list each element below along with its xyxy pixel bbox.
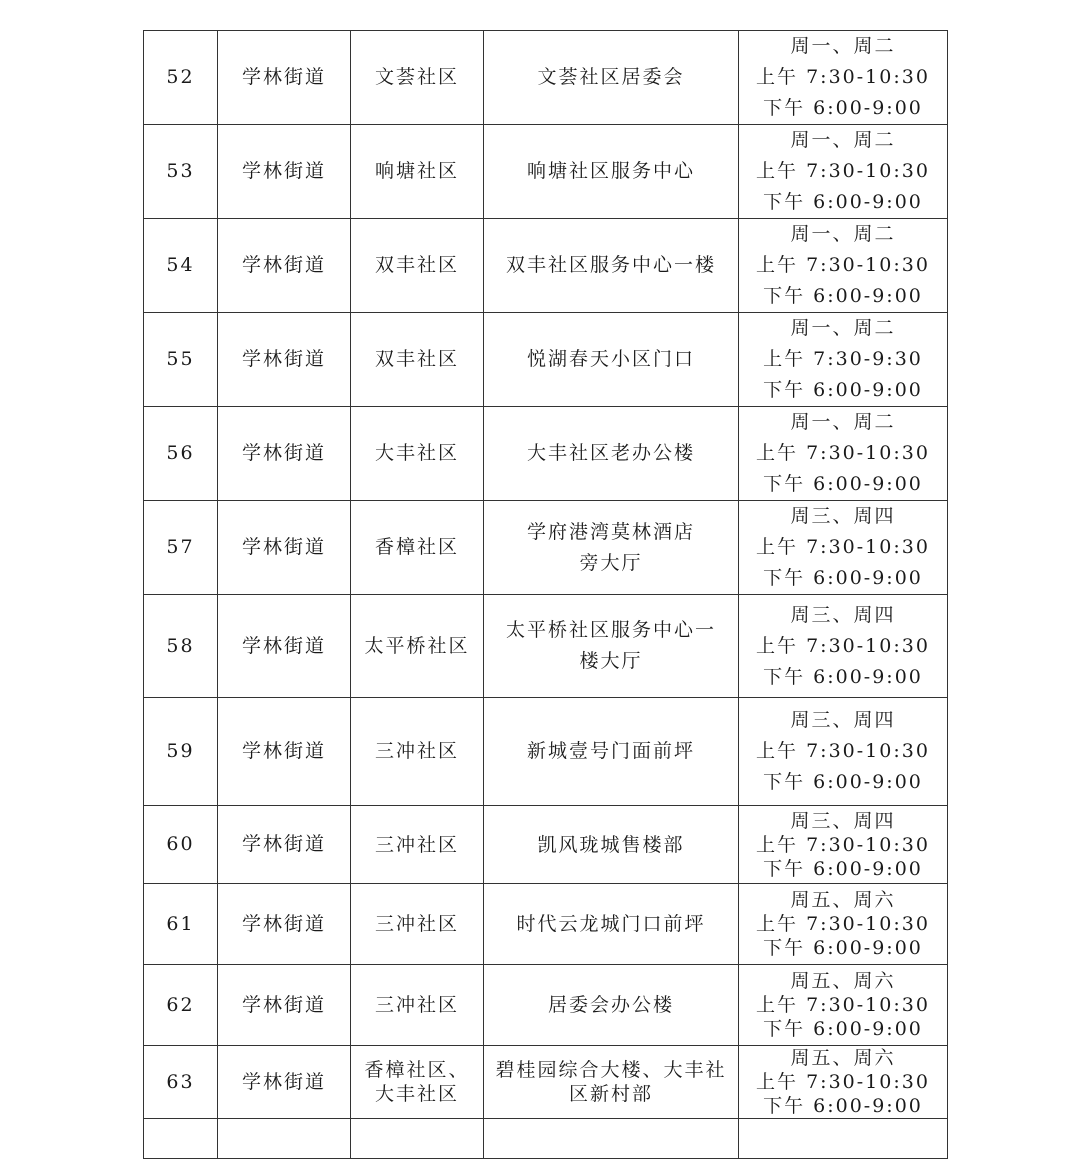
location-cell — [484, 1046, 739, 1119]
street-cell: 学林街道 — [218, 884, 351, 965]
location-cell-line: 碧桂园综合大楼、大丰社 — [495, 1059, 727, 1081]
street-cell: 学林街道 — [218, 313, 351, 407]
location-cell-line: 学府港湾莫林酒店 — [526, 520, 695, 543]
community-cell-line: 香樟社区、 — [364, 1059, 470, 1081]
table-row — [144, 125, 948, 219]
community-cell — [351, 1046, 484, 1119]
community-cell — [351, 965, 484, 1046]
time-cell-line: 下午 6:00-9:00 — [763, 937, 923, 959]
time-cell-line: 上午 7:30-10:30 — [756, 160, 930, 182]
community-cell — [351, 595, 484, 698]
community-cell-line: 大丰社区 — [374, 1083, 459, 1105]
location-cell — [484, 884, 739, 965]
community-cell-line: 三冲社区 — [374, 833, 459, 856]
location-cell — [484, 965, 739, 1046]
time-cell-line: 上午 7:30-10:30 — [756, 994, 930, 1016]
row-number: 53 — [144, 125, 218, 219]
time-cell-line: 下午 6:00-9:00 — [763, 567, 923, 589]
table-row — [144, 407, 948, 501]
time-cell-line: 上午 7:30-10:30 — [756, 634, 930, 657]
community-cell — [351, 125, 484, 219]
location-cell-line: 时代云龙城门口前坪 — [516, 913, 706, 935]
street-cell: 学林街道 — [218, 407, 351, 501]
community-cell — [351, 806, 484, 884]
location-cell — [484, 407, 739, 501]
empty-cell — [484, 1119, 739, 1159]
table-row — [144, 806, 948, 884]
row-number: 61 — [144, 884, 218, 965]
time-cell — [739, 313, 948, 407]
time-cell — [739, 1046, 948, 1119]
row-number: 58 — [144, 595, 218, 698]
time-cell-line: 下午 6:00-9:00 — [763, 473, 923, 495]
location-cell-line: 楼大厅 — [579, 650, 643, 672]
time-cell-line: 周一、周二 — [790, 411, 896, 433]
community-cell-line: 响塘社区 — [374, 160, 459, 182]
time-cell-line: 周五、周六 — [790, 889, 896, 911]
time-cell — [739, 698, 948, 806]
time-cell — [739, 407, 948, 501]
street-cell: 学林街道 — [218, 698, 351, 806]
time-cell-line: 周三、周四 — [790, 809, 896, 832]
community-cell-line: 双丰社区 — [374, 254, 459, 276]
time-cell-line: 下午 6:00-9:00 — [763, 1095, 923, 1117]
table-row-partial — [144, 1119, 948, 1159]
community-cell-line: 文荟社区 — [374, 66, 459, 88]
time-cell-line: 下午 6:00-9:00 — [763, 857, 923, 880]
time-cell-line: 上午 7:30-10:30 — [756, 254, 930, 276]
community-cell — [351, 313, 484, 407]
table-row — [144, 31, 948, 125]
location-cell-line: 新城壹号门面前坪 — [526, 740, 695, 762]
table-row — [144, 1046, 948, 1119]
time-cell-line: 下午 6:00-9:00 — [763, 665, 923, 688]
time-cell-line: 周三、周四 — [790, 505, 896, 527]
schedule-body — [144, 31, 948, 1159]
row-number: 59 — [144, 698, 218, 806]
community-cell-line: 三冲社区 — [374, 913, 459, 935]
time-cell-line: 上午 7:30-10:30 — [756, 1071, 930, 1093]
time-cell-line: 上午 7:30-10:30 — [756, 442, 930, 464]
street-cell: 学林街道 — [218, 595, 351, 698]
empty-cell — [144, 1119, 218, 1159]
location-cell — [484, 31, 739, 125]
time-cell-line: 上午 7:30-10:30 — [756, 740, 930, 762]
location-cell-line: 大丰社区老办公楼 — [526, 442, 695, 464]
community-cell-line: 大丰社区 — [374, 442, 459, 464]
time-cell-line: 周一、周二 — [790, 223, 896, 245]
location-cell — [484, 313, 739, 407]
street-cell: 学林街道 — [218, 501, 351, 595]
community-cell-line: 三冲社区 — [374, 740, 459, 762]
location-cell — [484, 219, 739, 313]
community-cell — [351, 698, 484, 806]
time-cell-line: 下午 6:00-9:00 — [763, 191, 923, 213]
row-number: 56 — [144, 407, 218, 501]
street-cell: 学林街道 — [218, 219, 351, 313]
location-cell-line: 居委会办公楼 — [547, 994, 674, 1016]
time-cell-line: 上午 7:30-10:30 — [756, 833, 930, 856]
table-row — [144, 884, 948, 965]
time-cell-line: 下午 6:00-9:00 — [763, 771, 923, 793]
location-cell-line: 太平桥社区服务中心一 — [505, 619, 716, 641]
location-cell — [484, 501, 739, 595]
table-row — [144, 595, 948, 698]
time-cell-line: 上午 7:30-10:30 — [756, 913, 930, 935]
empty-cell — [739, 1119, 948, 1159]
empty-cell — [218, 1119, 351, 1159]
time-cell-line: 上午 7:30-10:30 — [756, 536, 930, 558]
location-cell-line: 悦湖春天小区门口 — [526, 348, 695, 370]
empty-cell — [351, 1119, 484, 1159]
row-number: 63 — [144, 1046, 218, 1119]
street-cell: 学林街道 — [218, 965, 351, 1046]
time-cell-line: 周三、周四 — [790, 709, 896, 731]
location-cell-line: 凯风珑城售楼部 — [537, 833, 685, 856]
schedule-table — [143, 30, 948, 1159]
location-cell-line: 响塘社区服务中心 — [526, 160, 695, 182]
community-cell — [351, 884, 484, 965]
community-cell-line: 双丰社区 — [374, 348, 459, 370]
table-row — [144, 501, 948, 595]
community-cell-line: 香樟社区 — [374, 536, 459, 558]
community-cell-line: 太平桥社区 — [364, 634, 470, 657]
time-cell — [739, 595, 948, 698]
time-cell — [739, 219, 948, 313]
row-number: 54 — [144, 219, 218, 313]
time-cell — [739, 501, 948, 595]
time-cell — [739, 125, 948, 219]
location-cell — [484, 806, 739, 884]
community-cell-line: 三冲社区 — [374, 994, 459, 1016]
table-row — [144, 313, 948, 407]
time-cell-line: 下午 6:00-9:00 — [763, 285, 923, 307]
time-cell — [739, 965, 948, 1046]
row-number: 55 — [144, 313, 218, 407]
location-cell-line: 旁大厅 — [579, 551, 643, 574]
row-number: 62 — [144, 965, 218, 1046]
community-cell — [351, 219, 484, 313]
time-cell-line: 下午 6:00-9:00 — [763, 97, 923, 119]
time-cell-line: 周三、周四 — [790, 603, 896, 626]
time-cell-line: 周五、周六 — [790, 1047, 896, 1069]
row-number: 60 — [144, 806, 218, 884]
table-row — [144, 219, 948, 313]
time-cell-line: 上午 7:30-10:30 — [756, 66, 930, 88]
street-cell: 学林街道 — [218, 31, 351, 125]
location-cell-line: 文荟社区居委会 — [537, 66, 685, 88]
row-number: 52 — [144, 31, 218, 125]
community-cell — [351, 31, 484, 125]
location-cell — [484, 125, 739, 219]
time-cell-line: 周五、周六 — [790, 970, 896, 992]
time-cell — [739, 884, 948, 965]
community-cell — [351, 501, 484, 595]
time-cell-line: 周一、周二 — [790, 35, 896, 57]
location-cell — [484, 698, 739, 806]
time-cell — [739, 31, 948, 125]
row-number: 57 — [144, 501, 218, 595]
time-cell-line: 周一、周二 — [790, 317, 896, 339]
location-cell-line: 双丰社区服务中心一楼 — [505, 254, 716, 276]
time-cell-line: 周一、周二 — [790, 129, 896, 151]
time-cell-line: 上午 7:30-9:30 — [763, 348, 923, 370]
table-row — [144, 698, 948, 806]
street-cell: 学林街道 — [218, 125, 351, 219]
street-cell: 学林街道 — [218, 1046, 351, 1119]
community-cell — [351, 407, 484, 501]
table-row — [144, 965, 948, 1046]
time-cell — [739, 806, 948, 884]
location-cell — [484, 595, 739, 698]
location-cell-line: 区新村部 — [568, 1083, 653, 1105]
time-cell-line: 下午 6:00-9:00 — [763, 1018, 923, 1040]
time-cell-line: 下午 6:00-9:00 — [763, 379, 923, 401]
street-cell: 学林街道 — [218, 806, 351, 884]
